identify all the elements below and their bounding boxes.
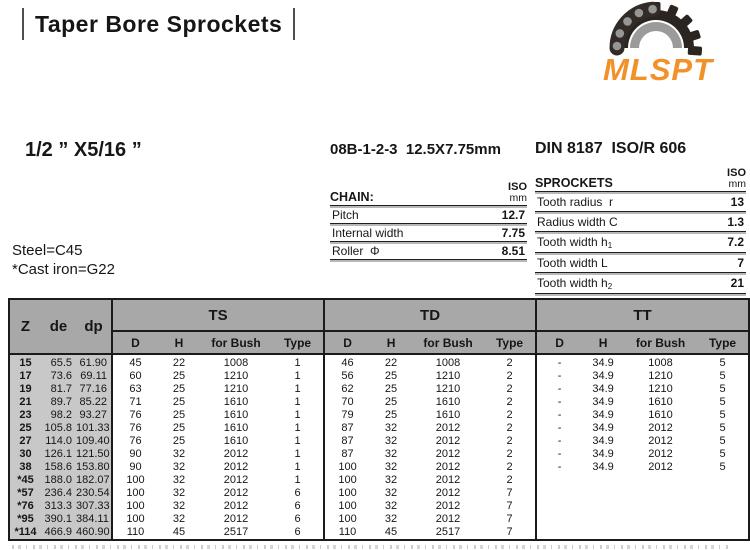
- table-cell: -: [536, 396, 582, 409]
- table-cell: 60: [112, 370, 158, 383]
- cut-off-footer-text: [12, 545, 728, 549]
- table-row: [9, 448, 749, 461]
- table-cell: 45: [112, 354, 158, 370]
- table-cell: 34.9: [582, 409, 624, 422]
- ts-col-type: Type: [272, 331, 324, 354]
- table-cell: 2012: [412, 448, 484, 461]
- chain-unit-label: [508, 182, 527, 204]
- table-cell: 76: [112, 435, 158, 448]
- table-cell: 114.0: [41, 435, 76, 448]
- table-cell: 307.33: [76, 500, 112, 513]
- mm-label: mm: [728, 178, 746, 190]
- table-cell: 110: [112, 526, 158, 540]
- spec-row: [330, 206, 527, 224]
- table-cell: 32: [158, 474, 200, 487]
- table-cell: -: [536, 409, 582, 422]
- subscript: 1: [607, 240, 613, 250]
- table-cell: 2: [484, 422, 536, 435]
- table-cell: 384.11: [76, 513, 112, 526]
- table-cell: 81.7: [41, 383, 76, 396]
- table-cell: 100: [324, 500, 370, 513]
- table-cell: 460.90: [76, 526, 112, 540]
- table-cell: 62: [324, 383, 370, 396]
- table-cell: 2: [484, 461, 536, 474]
- main-table-section: [8, 298, 750, 541]
- table-cell: [536, 474, 582, 487]
- table-row: [9, 422, 749, 435]
- table-cell: 1: [272, 448, 324, 461]
- main-table-body: [9, 354, 749, 540]
- table-cell: 100: [324, 461, 370, 474]
- mm-label: mm: [509, 192, 527, 204]
- material-note-steel: Steel=C45: [12, 242, 83, 259]
- table-cell: 1: [272, 354, 324, 370]
- table-cell: 1: [272, 409, 324, 422]
- table-cell: 69.11: [76, 370, 112, 383]
- table-cell: 6: [272, 513, 324, 526]
- table-cell: 17: [9, 370, 41, 383]
- table-cell: 25: [9, 422, 41, 435]
- td-col-d: D: [324, 331, 370, 354]
- table-cell: 25: [158, 370, 200, 383]
- table-cell: 1210: [624, 383, 697, 396]
- table-cell: [697, 526, 749, 540]
- spec-row: [535, 232, 746, 253]
- table-cell: 1210: [200, 370, 272, 383]
- table-cell: 2012: [624, 461, 697, 474]
- table-cell: -: [536, 354, 582, 370]
- table-cell: [697, 474, 749, 487]
- table-cell: -: [536, 435, 582, 448]
- table-cell: [536, 526, 582, 540]
- table-cell: 2012: [624, 448, 697, 461]
- spec-row: [535, 273, 746, 294]
- spec-row-value: 8.51: [501, 243, 525, 258]
- table-cell: 1610: [200, 396, 272, 409]
- sprocket-unit-label: [727, 168, 746, 190]
- table-cell: 87: [324, 422, 370, 435]
- table-row: [9, 500, 749, 513]
- table-cell: 70: [324, 396, 370, 409]
- table-cell: 1210: [624, 370, 697, 383]
- table-cell: 5: [697, 448, 749, 461]
- table-cell: [582, 474, 624, 487]
- table-cell: [582, 526, 624, 540]
- table-row: [9, 487, 749, 500]
- material-note-cast-iron: *Cast iron=G22: [12, 260, 115, 278]
- table-cell: 158.6: [41, 461, 76, 474]
- table-cell: 182.07: [76, 474, 112, 487]
- table-cell: -: [536, 383, 582, 396]
- table-row: [9, 383, 749, 396]
- table-row: [9, 409, 749, 422]
- table-cell: 7: [484, 500, 536, 513]
- table-cell: 25: [158, 396, 200, 409]
- sprocket-table-label: SPROCKETS: [535, 175, 613, 190]
- table-cell: 2012: [412, 513, 484, 526]
- table-cell: 32: [158, 487, 200, 500]
- table-cell: 32: [158, 513, 200, 526]
- table-cell: 2012: [624, 422, 697, 435]
- table-cell: 32: [370, 487, 412, 500]
- td-col-h: H: [370, 331, 412, 354]
- chain-spec-block: [330, 141, 527, 260]
- table-cell: [536, 513, 582, 526]
- table-cell: 1: [272, 461, 324, 474]
- spec-row-value: 7: [737, 255, 744, 270]
- table-cell: 25: [158, 383, 200, 396]
- sprocket-chain-logo-icon: [586, 0, 731, 86]
- table-row: [9, 513, 749, 526]
- table-cell: 25: [370, 370, 412, 383]
- table-cell: 79: [324, 409, 370, 422]
- table-cell: 7: [484, 526, 536, 540]
- sprocket-table-header: [535, 168, 746, 192]
- ts-col-bush: for Bush: [200, 331, 272, 354]
- table-cell: *57: [9, 487, 41, 500]
- spec-row-value: 21: [730, 275, 744, 290]
- table-cell: -: [536, 422, 582, 435]
- table-cell: 1610: [412, 409, 484, 422]
- table-cell: 38: [9, 461, 41, 474]
- table-cell: 1610: [624, 409, 697, 422]
- table-cell: 2012: [412, 422, 484, 435]
- table-cell: 2: [484, 370, 536, 383]
- table-cell: 27: [9, 435, 41, 448]
- taper-bore-sprockets-table: [8, 298, 750, 541]
- table-cell: 1: [272, 435, 324, 448]
- table-cell: 100: [324, 474, 370, 487]
- table-cell: 2: [484, 435, 536, 448]
- spec-row: [535, 253, 746, 273]
- tt-col-h: H: [582, 331, 624, 354]
- table-cell: 32: [158, 500, 200, 513]
- table-row: [9, 370, 749, 383]
- tt-col-type: Type: [697, 331, 749, 354]
- table-cell: 34.9: [582, 383, 624, 396]
- table-cell: 32: [370, 500, 412, 513]
- table-cell: 1610: [200, 435, 272, 448]
- table-cell: 30: [9, 448, 41, 461]
- table-cell: 32: [370, 513, 412, 526]
- table-cell: 1008: [624, 354, 697, 370]
- table-cell: 6: [272, 500, 324, 513]
- table-cell: [624, 487, 697, 500]
- spec-row-value: 12.7: [501, 207, 525, 222]
- table-cell: 188.0: [41, 474, 76, 487]
- table-cell: 98.2: [41, 409, 76, 422]
- size-heading: 1/2 ” X5/16 ”: [25, 139, 142, 161]
- table-cell: 1008: [412, 354, 484, 370]
- table-cell: [697, 487, 749, 500]
- table-cell: 22: [370, 354, 412, 370]
- table-cell: 2012: [412, 487, 484, 500]
- table-cell: 5: [697, 461, 749, 474]
- table-cell: 45: [158, 526, 200, 540]
- table-cell: 32: [370, 422, 412, 435]
- table-cell: 32: [370, 461, 412, 474]
- table-cell: 34.9: [582, 435, 624, 448]
- table-cell: 7: [484, 513, 536, 526]
- table-cell: 100: [112, 513, 158, 526]
- table-cell: 2012: [412, 435, 484, 448]
- subscript: 2: [607, 281, 613, 291]
- table-cell: 390.1: [41, 513, 76, 526]
- table-cell: 73.6: [41, 370, 76, 383]
- table-cell: 5: [697, 435, 749, 448]
- table-cell: 100: [112, 500, 158, 513]
- iso-label: ISO: [727, 167, 746, 179]
- page-title: Taper Bore Sprockets: [35, 10, 283, 37]
- table-cell: 6: [272, 526, 324, 540]
- table-cell: 90: [112, 461, 158, 474]
- spec-row-value: 7.75: [501, 225, 525, 240]
- table-cell: 5: [697, 354, 749, 370]
- table-cell: 1: [272, 370, 324, 383]
- table-cell: [582, 513, 624, 526]
- chain-table-rows: [330, 206, 527, 260]
- sprocket-spec-block: [535, 140, 746, 315]
- table-cell: 2: [484, 354, 536, 370]
- table-cell: 22: [158, 354, 200, 370]
- tt-col-d: D: [536, 331, 582, 354]
- table-cell: 65.5: [41, 354, 76, 370]
- table-cell: 101.33: [76, 422, 112, 435]
- table-cell: 1: [272, 383, 324, 396]
- table-cell: 5: [697, 370, 749, 383]
- td-col-type: Type: [484, 331, 536, 354]
- table-cell: 34.9: [582, 422, 624, 435]
- table-cell: 45: [370, 526, 412, 540]
- ts-col-h: H: [158, 331, 200, 354]
- table-row: [9, 526, 749, 540]
- table-cell: 23: [9, 409, 41, 422]
- table-cell: 1: [272, 422, 324, 435]
- iso-label: ISO: [508, 181, 527, 193]
- table-cell: 32: [158, 461, 200, 474]
- table-row: [9, 474, 749, 487]
- table-cell: 32: [370, 448, 412, 461]
- table-cell: 1610: [200, 422, 272, 435]
- table-row: [9, 396, 749, 409]
- table-cell: 1210: [200, 383, 272, 396]
- table-cell: 236.4: [41, 487, 76, 500]
- table-cell: 34.9: [582, 461, 624, 474]
- table-cell: 153.80: [76, 461, 112, 474]
- company-logo: [586, 0, 731, 86]
- sprocket-table-rows: [535, 192, 746, 315]
- table-cell: 313.3: [41, 500, 76, 513]
- table-cell: 2: [484, 383, 536, 396]
- table-cell: 2012: [200, 474, 272, 487]
- table-cell: 46: [324, 354, 370, 370]
- table-cell: 100: [324, 487, 370, 500]
- title-left-bar: [22, 8, 24, 40]
- spec-row-label: Internal width: [332, 225, 404, 240]
- table-cell: 34.9: [582, 354, 624, 370]
- table-cell: 76: [112, 409, 158, 422]
- spec-row-label: Radius width C: [537, 214, 618, 229]
- table-cell: 109.40: [76, 435, 112, 448]
- spec-row-label: Tooth width $h_1$: [537, 234, 613, 250]
- table-cell: [697, 500, 749, 513]
- table-cell: 87: [324, 435, 370, 448]
- table-cell: 90: [112, 448, 158, 461]
- table-cell: 19: [9, 383, 41, 396]
- table-row: [9, 461, 749, 474]
- table-cell: 25: [370, 409, 412, 422]
- spec-row-label: Tooth radius r: [537, 194, 614, 209]
- table-cell: 61.90: [76, 354, 112, 370]
- table-cell: -: [536, 370, 582, 383]
- table-cell: [697, 513, 749, 526]
- table-cell: 5: [697, 409, 749, 422]
- table-cell: 93.27: [76, 409, 112, 422]
- logo-text: MLSPT: [602, 52, 714, 86]
- table-cell: 2012: [200, 500, 272, 513]
- table-cell: 2012: [624, 435, 697, 448]
- spec-row: [330, 224, 527, 242]
- table-cell: 100: [112, 474, 158, 487]
- ts-col-d: D: [112, 331, 158, 354]
- table-cell: 1610: [412, 396, 484, 409]
- page-header: [22, 8, 295, 40]
- col-header-dp: dp: [76, 299, 112, 354]
- spec-row-value: 7.2: [727, 234, 744, 249]
- table-cell: 34.9: [582, 396, 624, 409]
- table-cell: 7: [484, 487, 536, 500]
- table-cell: -: [536, 448, 582, 461]
- table-cell: 32: [370, 435, 412, 448]
- table-cell: 6: [272, 487, 324, 500]
- table-cell: 1: [272, 396, 324, 409]
- table-cell: 89.7: [41, 396, 76, 409]
- table-cell: 77.16: [76, 383, 112, 396]
- table-cell: [582, 487, 624, 500]
- spec-row-label: Pitch: [332, 207, 359, 222]
- table-cell: 2012: [200, 448, 272, 461]
- table-cell: 1210: [412, 370, 484, 383]
- table-cell: -: [536, 461, 582, 474]
- table-cell: 2012: [200, 513, 272, 526]
- spec-row: [535, 192, 746, 212]
- table-cell: 34.9: [582, 370, 624, 383]
- table-cell: 1008: [200, 354, 272, 370]
- table-cell: 100: [324, 513, 370, 526]
- table-cell: 2012: [200, 487, 272, 500]
- table-cell: [624, 474, 697, 487]
- group-header-tt: TT: [536, 299, 749, 331]
- table-cell: 2517: [200, 526, 272, 540]
- table-cell: 2: [484, 448, 536, 461]
- title-right-bar: [293, 8, 295, 40]
- table-cell: 32: [370, 474, 412, 487]
- table-cell: [536, 500, 582, 513]
- table-cell: 25: [370, 396, 412, 409]
- table-cell: 2012: [412, 474, 484, 487]
- table-cell: 85.22: [76, 396, 112, 409]
- table-cell: 230.54: [76, 487, 112, 500]
- table-cell: 32: [158, 448, 200, 461]
- table-cell: 121.50: [76, 448, 112, 461]
- table-cell: [624, 526, 697, 540]
- spec-row-label: Tooth width L: [537, 255, 608, 270]
- col-header-z: Z: [9, 299, 41, 354]
- table-cell: 2012: [412, 500, 484, 513]
- table-cell: 5: [697, 383, 749, 396]
- table-cell: [624, 513, 697, 526]
- table-cell: 34.9: [582, 448, 624, 461]
- group-header-ts: TS: [112, 299, 324, 331]
- table-cell: 110: [324, 526, 370, 540]
- table-cell: 25: [158, 409, 200, 422]
- table-cell: *95: [9, 513, 41, 526]
- table-cell: *76: [9, 500, 41, 513]
- table-cell: 105.8: [41, 422, 76, 435]
- chain-heading: 08B-1-2-3 12.5X7.75mm: [330, 141, 501, 158]
- material-notes: [12, 242, 115, 280]
- table-cell: 466.9: [41, 526, 76, 540]
- table-cell: 63: [112, 383, 158, 396]
- sprocket-heading: DIN 8187 ISO/R 606: [535, 140, 687, 157]
- col-header-de: de: [41, 299, 76, 354]
- table-row: [9, 435, 749, 448]
- chain-table-label: CHAIN:: [330, 189, 374, 204]
- table-cell: 100: [112, 487, 158, 500]
- tt-col-bush: for Bush: [624, 331, 697, 354]
- table-cell: 1: [272, 474, 324, 487]
- table-cell: 71: [112, 396, 158, 409]
- spec-row-label: Tooth width $h_2$: [537, 275, 613, 291]
- table-cell: 76: [112, 422, 158, 435]
- table-cell: [624, 500, 697, 513]
- table-cell: 2012: [412, 461, 484, 474]
- table-cell: [536, 487, 582, 500]
- td-col-bush: for Bush: [412, 331, 484, 354]
- table-cell: [582, 500, 624, 513]
- table-cell: 5: [697, 396, 749, 409]
- chain-table-header: [330, 182, 527, 206]
- table-cell: 25: [158, 422, 200, 435]
- spec-row-value: 1.3: [727, 214, 744, 229]
- table-cell: 1610: [624, 396, 697, 409]
- table-cell: 15: [9, 354, 41, 370]
- table-cell: 25: [158, 435, 200, 448]
- table-cell: *114: [9, 526, 41, 540]
- table-cell: 1210: [412, 383, 484, 396]
- spec-row: [330, 242, 527, 260]
- table-cell: 2: [484, 396, 536, 409]
- table-cell: 56: [324, 370, 370, 383]
- table-cell: 1610: [200, 409, 272, 422]
- spec-row-value: 13: [730, 194, 744, 209]
- table-cell: 5: [697, 422, 749, 435]
- table-cell: 87: [324, 448, 370, 461]
- spec-row-label: Roller Φ: [332, 243, 380, 258]
- table-cell: 126.1: [41, 448, 76, 461]
- table-cell: *45: [9, 474, 41, 487]
- table-cell: 25: [370, 383, 412, 396]
- table-cell: 2012: [200, 461, 272, 474]
- table-cell: 2: [484, 409, 536, 422]
- table-row: [9, 354, 749, 370]
- group-header-td: TD: [324, 299, 536, 331]
- table-cell: 2517: [412, 526, 484, 540]
- table-cell: 21: [9, 396, 41, 409]
- spec-row: [535, 212, 746, 232]
- table-cell: 2: [484, 474, 536, 487]
